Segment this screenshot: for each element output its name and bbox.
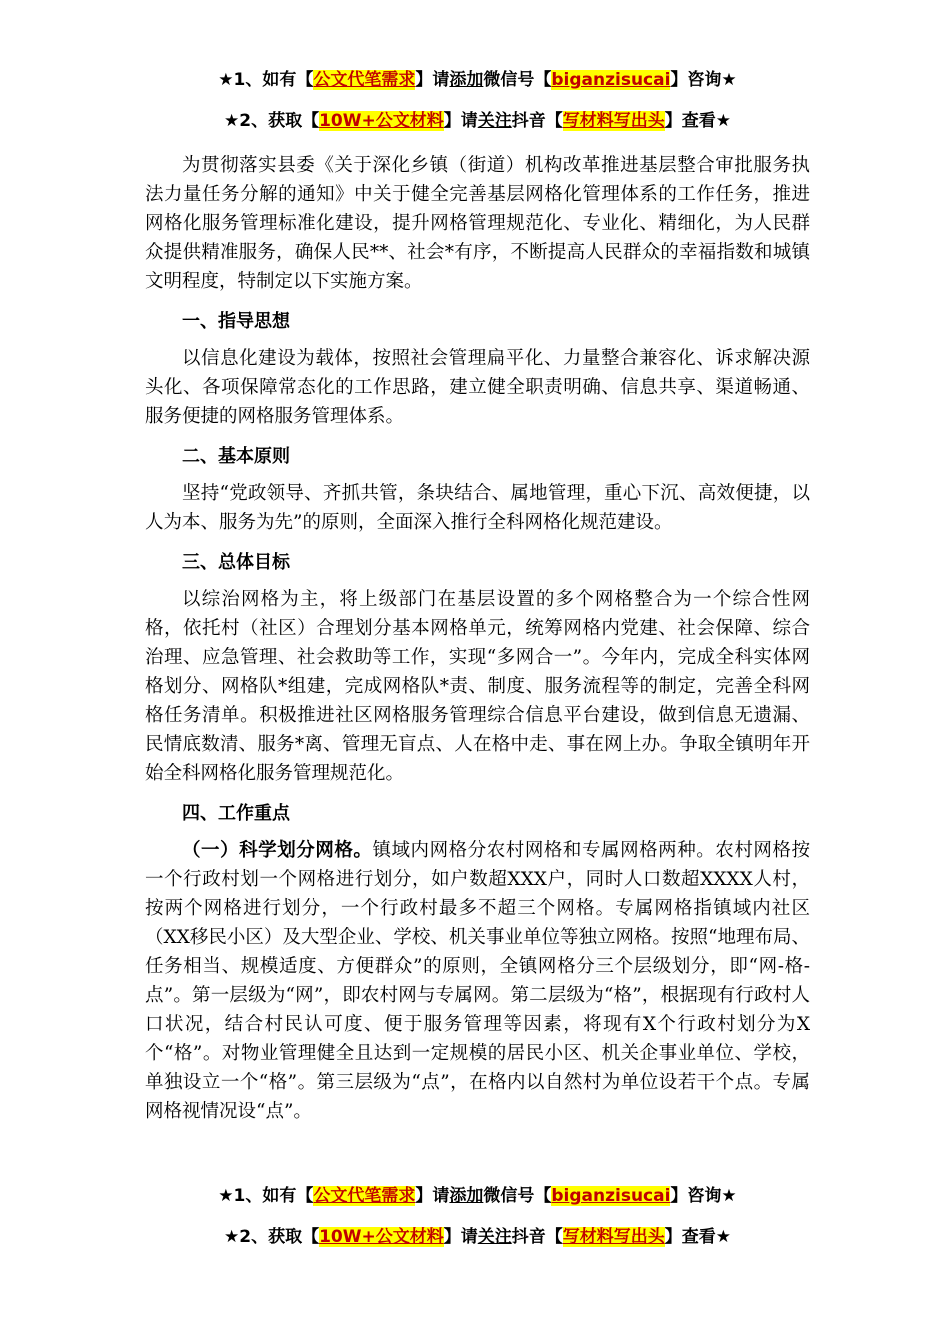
underline-add: 添加 (449, 1186, 484, 1206)
banner-line-2 (145, 109, 810, 133)
highlight-service: 公文代笔需求 (313, 1186, 416, 1206)
section-paragraph-4 (145, 836, 810, 1126)
banner-text: 】咨询★ (670, 1186, 737, 1206)
banner-line-1 (145, 1184, 810, 1208)
bottom-banner (145, 1184, 810, 1249)
highlight-wechat-id: biganzisucai (551, 1186, 671, 1206)
banner-text: 微信号【 (483, 70, 552, 90)
highlight-wechat-id: biganzisucai (551, 70, 671, 90)
intro-paragraph: 为贯彻落实县委《关于深化乡镇（街道）机构改革推进基层整合审批服务执法力量任务分解的通知》中关于健全完善基层网格化管理体系的工作任务，推进网格化服务管理标准化建设，提升网格管理规范化、专业化、精细化，为人民群众提供精准服务，确保人民**、社会*有序，不断提高人民群众的幸福指数和城镇文明程度，特制定以下实施方案。 (145, 155, 810, 292)
subsection-lead: （一）科学划分网格。 (182, 840, 373, 861)
document-body (145, 151, 810, 1126)
subsection-text: 镇域内网格分农村网格和专属网格两种。农村网格按一个行政村划一个网格进行划分，如户数超XXX户，同时人口数超XXXX人村，按两个网格进行划分，一个行政村最多不超三个网格。专属网格指镇域内社区（XX移民小区）及大型企业、学校、机关事业单位等独立网格。按照“地理布局、任务相当、规模适度、方便群众”的原则，全镇网格分三个层级划分，即“网-格-点”。第一层级为“网”，即农村网与专属网。第二层级为“格”，根据现有行政村人口状况，结合村民认可度、便于服务管理等因素，将现有X个行政村划分为X个“格”。对物业管理健全且达到一定规模的居民小区、机关企事业单位、学校，单独设立一个“格”。第三层级为“点”，在格内以自然村为单位设若干个点。专属网格视情况设“点”。 (145, 840, 810, 1122)
highlight-materials: 10W+公文材料 (319, 111, 444, 131)
highlight-materials: 10W+公文材料 (319, 1227, 444, 1247)
banner-text: ★1、如有【 (218, 1186, 314, 1206)
banner-text: 】查看★ (664, 111, 731, 131)
underline-add: 添加 (449, 70, 484, 90)
banner-text: 】咨询★ (670, 70, 737, 90)
section-paragraph-2: 坚持“党政领导、齐抓共管，条块结合、属地管理，重心下沉、高效便捷，以人为本、服务为先”的原则，全面深入推行全科网格化规范建设。 (145, 483, 810, 533)
highlight-douyin-account: 写材料写出头 (562, 1227, 665, 1247)
banner-text: 微信号【 (483, 1186, 552, 1206)
section-heading-3: 三、总体目标 (182, 552, 290, 573)
banner-text: 抖音【 (511, 1227, 563, 1247)
section-heading-2: 二、基本原则 (182, 446, 290, 467)
banner-text: 】请 (443, 1227, 478, 1247)
section-paragraph-3: 以综治网格为主，将上级部门在基层设置的多个网格整合为一个综合性网格，依托村（社区）合理划分基本网格单元，统筹网格内党建、社会保障、综合治理、应急管理、社会救助等工作，实现“多网合一”。今年内，完成全科实体网格划分、网格队*组建，完成网格队*责、制度、服务流程等的制定，完善全科网格任务清单。积极推进社区网格服务管理综合信息平台建设，做到信息无遗漏、民情底数清、服务*离、管理无盲点、人在格中走、事在网上办。争取全镇明年开始全科网格化服务管理规范化。 (145, 589, 810, 784)
banner-text: ★1、如有【 (218, 70, 314, 90)
banner-text: 】请 (443, 111, 478, 131)
highlight-service: 公文代笔需求 (313, 70, 416, 90)
top-banner (145, 68, 810, 133)
banner-text: 抖音【 (511, 111, 563, 131)
banner-line-1 (145, 68, 810, 92)
banner-text: 】查看★ (664, 1227, 731, 1247)
banner-line-2 (145, 1225, 810, 1249)
banner-text: 】请 (415, 1186, 450, 1206)
section-heading-4: 四、工作重点 (182, 803, 290, 824)
highlight-douyin-account: 写材料写出头 (562, 111, 665, 131)
section-heading-1: 一、指导思想 (182, 311, 290, 332)
banner-text: 】请 (415, 70, 450, 90)
underline-follow: 关注 (477, 111, 512, 131)
section-paragraph-1: 以信息化建设为载体，按照社会管理扁平化、力量整合兼容化、诉求解决源头化、各项保障常态化的工作思路，建立健全职责明确、信息共享、渠道畅通、服务便捷的网格服务管理体系。 (145, 348, 810, 427)
banner-text: ★2、获取【 (224, 111, 320, 131)
underline-follow: 关注 (477, 1227, 512, 1247)
banner-text: ★2、获取【 (224, 1227, 320, 1247)
